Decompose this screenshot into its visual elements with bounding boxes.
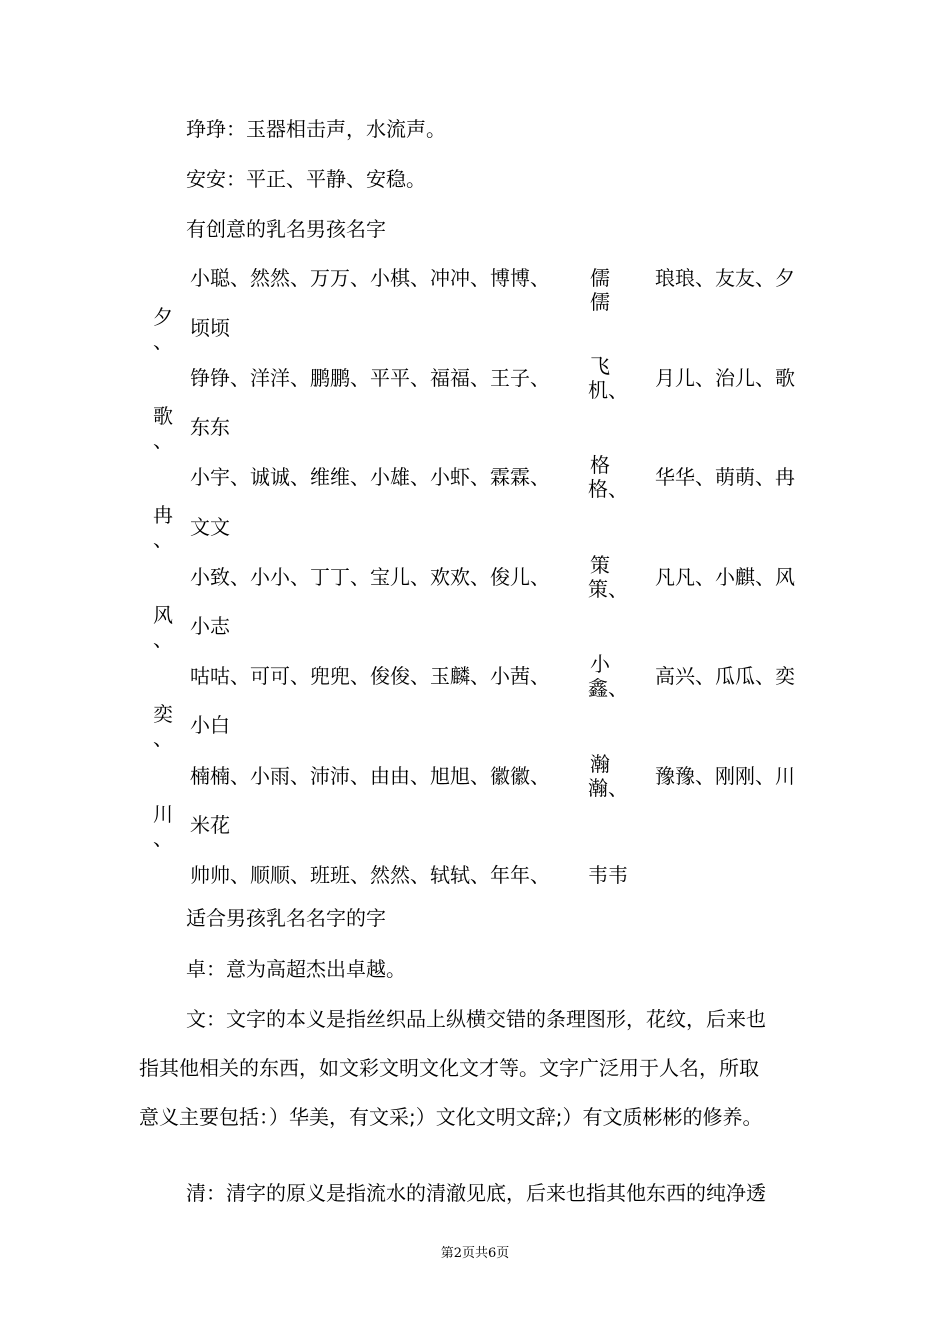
name-row-6-cont: 米花 — [190, 813, 230, 837]
name-row-3-mid: 格 格、 — [588, 453, 628, 501]
name-row-5-main: 咕咕、可可、兜兜、俊俊、玉麟、小茜、 — [190, 664, 550, 688]
name-row-5-left: 奕 、 — [153, 702, 173, 750]
name-row-2-right: 月儿、治儿、歌 — [655, 366, 795, 390]
name-row-2-cont: 东东 — [190, 415, 230, 439]
name-row-1-main: 小聪、然然、万万、小棋、冲冲、博博、 — [190, 266, 550, 290]
name-row-6-mid: 瀚 瀚、 — [588, 752, 628, 800]
name-row-5-mid: 小 鑫、 — [588, 652, 628, 700]
name-row-3-right: 华华、萌萌、冉 — [655, 465, 795, 489]
name-row-1-right: 琅琅、友友、夕 — [655, 266, 795, 290]
section-heading-creative-names: 有创意的乳名男孩名字 — [186, 217, 386, 241]
page-footer: 第2页共6页 — [440, 1246, 510, 1261]
name-row-6-main: 楠楠、小雨、沛沛、由由、旭旭、徽徽、 — [190, 764, 550, 788]
name-row-3-left: 冉 、 — [153, 503, 173, 551]
paragraph-anan: 安安：平正、平静、安稳。 — [186, 167, 426, 191]
paragraph-wen-line-3: 意义主要包括：）华美，有文采;）文化文明文辞;）有文质彬彬的修养。 — [139, 1105, 763, 1129]
name-row-7-main: 帅帅、顺顺、班班、然然、轼轼、年年、 — [190, 863, 550, 887]
name-row-4-right: 凡凡、小麒、风 — [655, 565, 795, 589]
paragraph-wen-line-1: 文：文字的本义是指丝织品上纵横交错的条理图形，花纹，后来也 — [186, 1007, 766, 1031]
paragraph-wen-line-2: 指其他相关的东西，如文彩文明文化文才等。文字广泛用于人名，所取 — [139, 1056, 759, 1080]
name-row-7-end: 韦韦 — [588, 863, 628, 887]
name-row-5-cont: 小白 — [190, 713, 230, 737]
paragraph-qing: 清：清字的原义是指流水的清澈见底，后来也指其他东西的纯净透 — [186, 1181, 766, 1205]
section-heading-name-characters: 适合男孩乳名名字的字 — [186, 906, 386, 930]
name-row-2-mid: 飞 机、 — [588, 354, 628, 402]
name-row-4-mid: 策 策、 — [588, 553, 628, 601]
name-row-1-cont: 顷顷 — [190, 316, 230, 340]
paragraph-zhuo: 卓：意为高超杰出卓越。 — [186, 957, 406, 981]
name-row-6-left: 川 、 — [153, 802, 173, 850]
name-row-3-cont: 文文 — [190, 515, 230, 539]
name-row-2-main: 铮铮、洋洋、鹏鹏、平平、福福、王子、 — [190, 366, 550, 390]
name-row-4-cont: 小志 — [190, 614, 230, 638]
name-row-6-right: 豫豫、刚刚、川 — [655, 764, 795, 788]
paragraph-zhengzheng: 琤琤：玉器相击声，水流声。 — [186, 117, 446, 141]
name-row-4-main: 小致、小小、丁丁、宝儿、欢欢、俊儿、 — [190, 565, 550, 589]
name-row-2-left: 歌 、 — [153, 404, 173, 452]
name-row-1-mid: 儒 儒 — [590, 266, 610, 314]
name-row-4-left: 风 、 — [153, 603, 173, 651]
name-row-5-right: 高兴、瓜瓜、奕 — [655, 664, 795, 688]
name-row-1-left: 夕 、 — [153, 305, 173, 353]
name-row-3-main: 小宇、诚诚、维维、小雄、小虾、霖霖、 — [190, 465, 550, 489]
